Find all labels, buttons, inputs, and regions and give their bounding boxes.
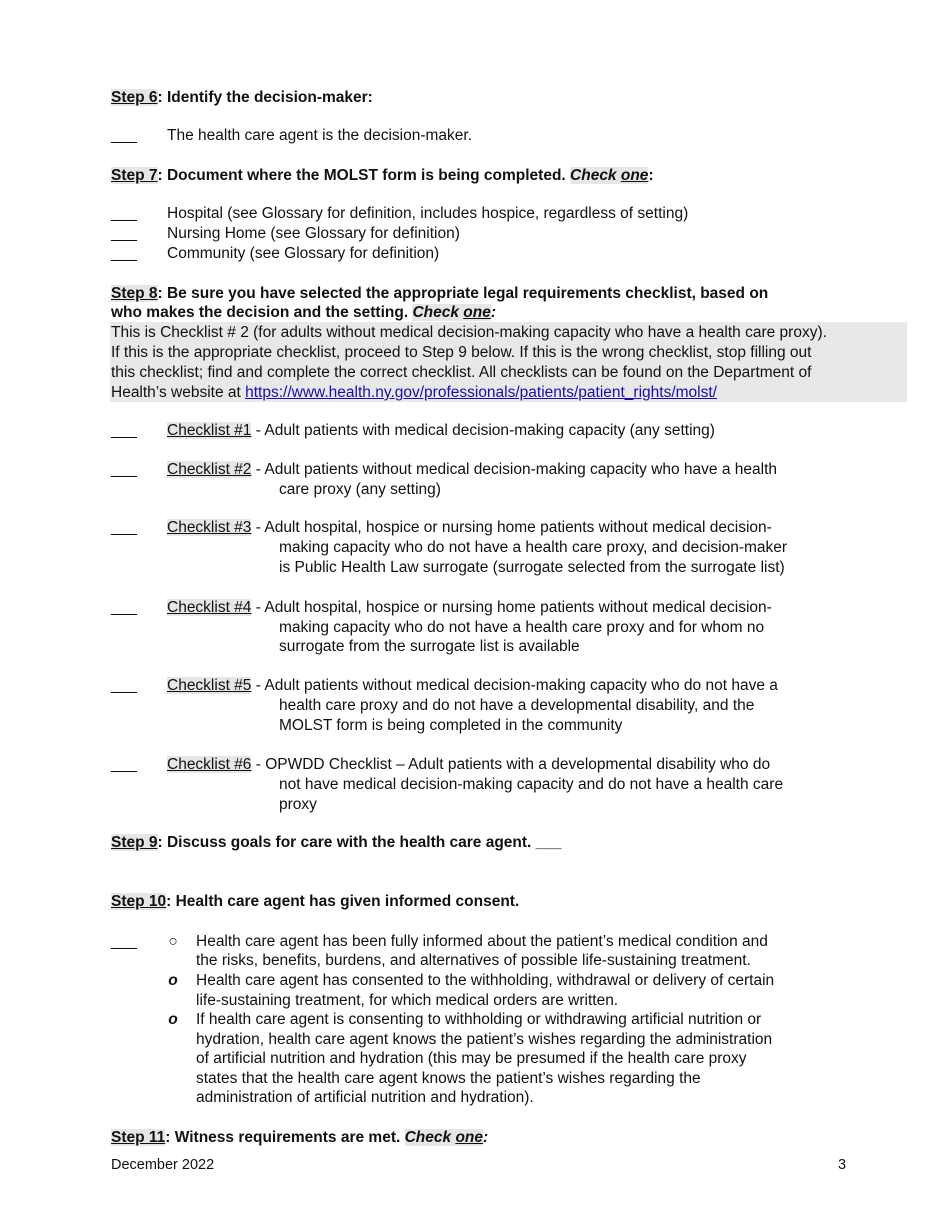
step8-info-line: this checklist; find and complete the correct checklist. All checklists can be found on the Department of [111, 364, 812, 381]
checklist-item: Checklist #1 - Adult patients with medical decision-making capacity (any setting) [167, 422, 715, 439]
molst-website-link[interactable]: https://www.health.ny.gov/professionals/patients/patient_rights/molst/ [245, 384, 717, 401]
step6-checkbox-blank[interactable]: ___ [111, 127, 137, 144]
footer-date: December 2022 [111, 1157, 215, 1173]
step8-info-line: Health’s website at https://www.health.ny.gov/professionals/patients/patient_rights/molst/ [111, 384, 717, 401]
checklist-item: Checklist #2 - Adult patients without medical decision-making capacity who have a health [167, 461, 778, 478]
step11-heading: Step 11: Witness requirements are met. Check one: [111, 1129, 489, 1146]
step10-label: Step 10 [111, 893, 167, 910]
step8-info-line: This is Checklist # 2 (for adults without medical decision-making capacity who have a health care proxy). [111, 324, 827, 341]
checklist-item-cont: health care proxy and do not have a developmental disability, and the [279, 697, 755, 714]
checklist-link[interactable]: Checklist #2 [167, 461, 252, 478]
checklist-link[interactable]: Checklist #1 [167, 422, 252, 439]
checklist-blank[interactable]: ___ [111, 756, 137, 773]
checklist-item-cont: making capacity who do not have a health care proxy, and decision-maker [279, 539, 788, 556]
step7-option-blank[interactable]: ___ [111, 225, 137, 242]
step9-checkbox-blank[interactable]: ___ [535, 834, 562, 851]
checklist-blank[interactable]: ___ [111, 599, 137, 616]
checklist-link[interactable]: Checklist #3 [167, 519, 252, 536]
step6-item: The health care agent is the decision-maker. [167, 127, 473, 144]
consent-point-cont: of artificial nutrition and hydration (this may be presumed if the health care proxy [196, 1050, 747, 1067]
checklist-link[interactable]: Checklist #4 [167, 599, 252, 616]
consent-point-cont: hydration, health care agent knows the patient’s wishes regarding the administration [196, 1031, 773, 1048]
checklist-item-cont: making capacity who do not have a health care proxy and for whom no [279, 619, 765, 636]
checklist-item-cont: MOLST form is being completed in the community [279, 717, 623, 734]
step7-option: Hospital (see Glossary for definition, includes hospice, regardless of setting) [167, 205, 689, 222]
consent-point: Health care agent has consented to the withholding, withdrawal or delivery of certain [196, 972, 775, 989]
step7-heading: Step 7: Document where the MOLST form is being completed. Check one: [111, 167, 654, 184]
checklist-link[interactable]: Checklist #6 [167, 756, 252, 773]
bullet-circle-icon: ○ [168, 933, 178, 950]
step7-label: Step 7 [111, 167, 158, 184]
consent-point-cont: states that the health care agent knows the patient’s wishes regarding the [196, 1070, 701, 1087]
consent-point-cont: the risks, benefits, burdens, and alternatives of possible life-sustaining treatment. [196, 952, 751, 969]
consent-point-cont: life-sustaining treatment, for which medical orders are written. [196, 992, 619, 1009]
checklist-item-cont: is Public Health Law surrogate (surrogate selected from the surrogate list) [279, 559, 785, 576]
step8-info-line: If this is the appropriate checklist, proceed to Step 9 below. If this is the wrong checklist, stop filling out [111, 344, 812, 361]
step7-option-blank[interactable]: ___ [111, 205, 137, 222]
page-number: 3 [838, 1157, 847, 1173]
consent-point: Health care agent has been fully informed about the patient’s medical condition and [196, 933, 768, 950]
checklist-blank[interactable]: ___ [111, 422, 137, 439]
checklist-item-cont: care proxy (any setting) [279, 481, 441, 498]
step10-heading: Step 10: Health care agent has given informed consent. [111, 893, 520, 910]
bullet-o-icon: o [168, 972, 178, 989]
checklist-item-cont: not have medical decision-making capacity and do not have a health care [279, 776, 784, 793]
step8-heading: Step 8: Be sure you have selected the appropriate legal requirements checklist, based on [111, 285, 769, 302]
checklist-item: Checklist #6 - OPWDD Checklist – Adult patients with a developmental disability who do [167, 756, 771, 773]
step6-heading: Step 6: Identify the decision-maker: [111, 89, 373, 106]
checklist-blank[interactable]: ___ [111, 519, 137, 536]
step7-option-blank[interactable]: ___ [111, 245, 137, 262]
step9-heading: Step 9: Discuss goals for care with the health care agent. ___ [111, 834, 562, 851]
checklist-item: Checklist #4 - Adult hospital, hospice or nursing home patients without medical decision- [167, 599, 772, 616]
bullet-o-icon: o [168, 1011, 178, 1028]
step9-label: Step 9 [111, 834, 158, 851]
checklist-link[interactable]: Checklist #5 [167, 677, 252, 694]
step8-heading-line2: who makes the decision and the setting. Check one: [111, 304, 497, 321]
step8-label: Step 8 [111, 285, 158, 302]
checklist-item-cont: proxy [279, 796, 317, 813]
checklist-item-cont: surrogate from the surrogate list is available [279, 638, 580, 655]
consent-point-cont: administration of artificial nutrition and hydration). [196, 1089, 534, 1106]
checklist-item: Checklist #5 - Adult patients without medical decision-making capacity who do not have a [167, 677, 778, 694]
step11-label: Step 11 [111, 1129, 166, 1146]
consent-point: If health care agent is consenting to withholding or withdrawing artificial nutrition or [196, 1011, 762, 1028]
checklist-blank[interactable]: ___ [111, 461, 137, 478]
checklist-item: Checklist #3 - Adult hospital, hospice or nursing home patients without medical decision- [167, 519, 772, 536]
step6-label: Step 6 [111, 89, 158, 106]
checklist-blank[interactable]: ___ [111, 677, 137, 694]
step7-option: Community (see Glossary for definition) [167, 245, 440, 262]
step7-option: Nursing Home (see Glossary for definition) [167, 225, 460, 242]
step10-checkbox-blank[interactable]: ___ [111, 933, 137, 950]
